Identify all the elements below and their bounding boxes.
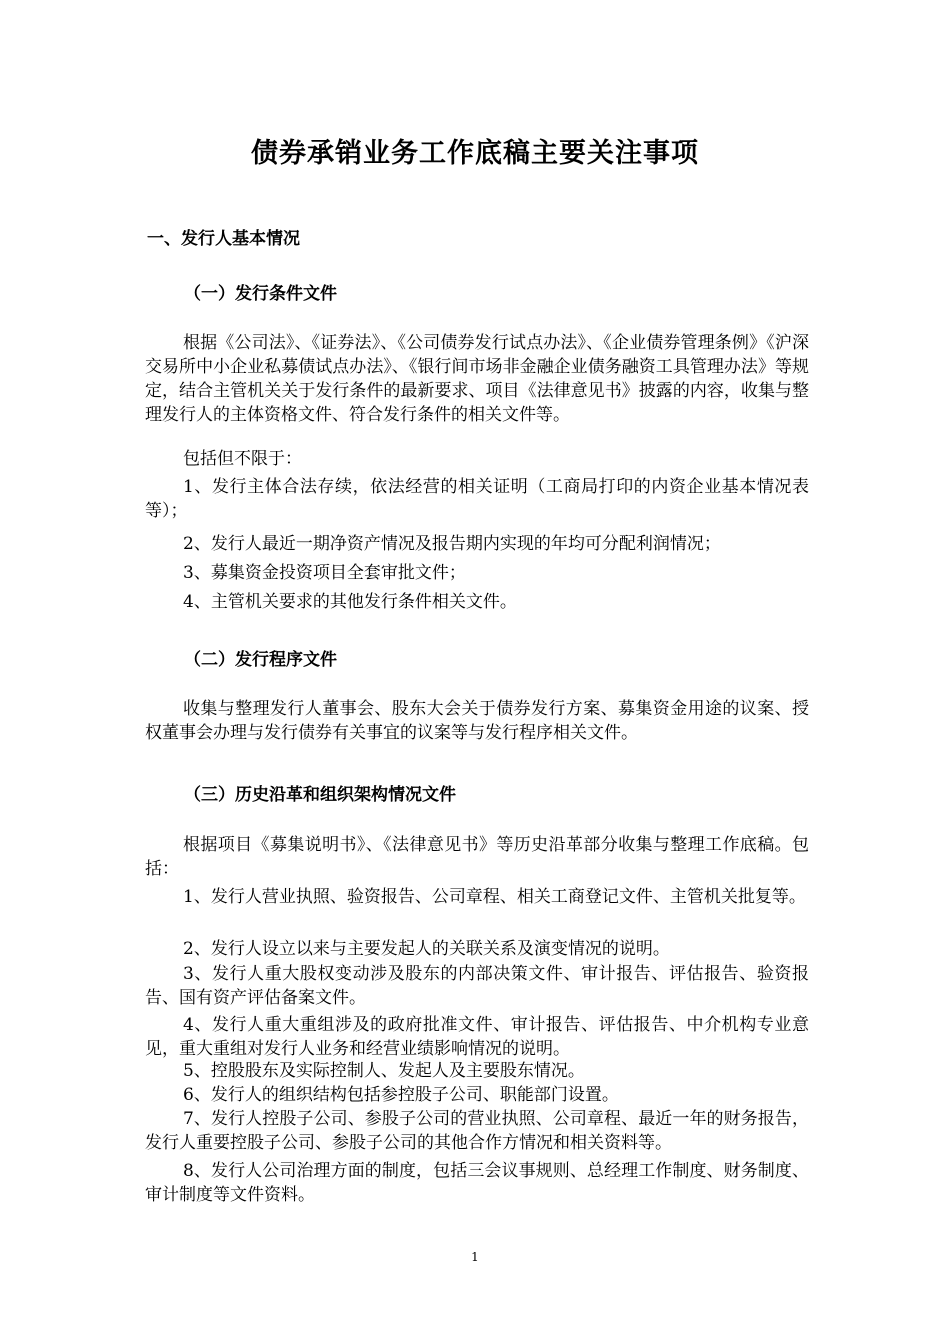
subsection-heading-issuance-conditions: （一）发行条件文件	[184, 284, 337, 304]
paragraph: 包括但不限于：	[183, 449, 302, 469]
paragraph: 根据项目《募集说明书》、《法律意见书》等历史沿革部分收集与整理工作底稿。包括：	[145, 835, 809, 879]
list-item: 4、发行人重大重组涉及的政府批准文件、审计报告、评估报告、中介机构专业意见，重大重组对发行人业务和经营业绩影响情况的说明。	[145, 1015, 809, 1059]
section-heading-issuer-basics: 一、发行人基本情况	[147, 229, 300, 249]
list-item: 2、发行人设立以来与主要发起人的关联关系及演变情况的说明。	[183, 939, 670, 959]
page-number: 1	[471, 1250, 479, 1264]
list-item: 7、发行人控股子公司、参股子公司的营业执照、公司章程、最近一年的财务报告，发行人重要控股子公司、参股子公司的其他合作方情况和相关资料等。	[145, 1109, 809, 1153]
list-item: 4、主管机关要求的其他发行条件相关文件。	[183, 592, 517, 612]
document-title: 债券承销业务工作底稿主要关注事项	[251, 138, 699, 169]
paragraph: 收集与整理发行人董事会、股东大会关于债券发行方案、募集资金用途的议案、授权董事会办理与发行债券有关事宜的议案等与发行程序相关文件。	[145, 699, 809, 743]
list-item: 1、发行主体合法存续，依法经营的相关证明（工商局打印的内资企业基本情况表等）；	[145, 477, 809, 521]
list-item: 8、发行人公司治理方面的制度，包括三会议事规则、总经理工作制度、财务制度、审计制度等文件资料。	[145, 1161, 809, 1205]
list-item: 2、发行人最近一期净资产情况及报告期内实现的年均可分配利润情况；	[183, 534, 721, 554]
paragraph: 根据《公司法》、《证券法》、《公司债券发行试点办法》、《企业债券管理条例》《沪深交易所中小企业私募债试点办法》、《银行间市场非金融企业债务融资工具管理办法》等规定，结合主管机关关于发行条件的最新要求、项目《法律意见书》披露的内容，收集与整理发行人的主体资格文件、符合发行条件的相关文件等。	[145, 333, 809, 425]
subsection-heading-history-organization: （三）历史沿革和组织架构情况文件	[184, 785, 456, 805]
list-item: 5、控股股东及实际控制人、发起人及主要股东情况。	[183, 1061, 585, 1081]
list-item: 3、募集资金投资项目全套审批文件；	[183, 563, 466, 583]
subsection-heading-issuance-procedure: （二）发行程序文件	[184, 650, 337, 670]
list-item: 3、发行人重大股权变动涉及股东的内部决策文件、审计报告、评估报告、验资报告、国有资产评估备案文件。	[145, 964, 809, 1008]
list-item: 6、发行人的组织结构包括参控股子公司、职能部门设置。	[183, 1085, 619, 1105]
list-item: 1、发行人营业执照、验资报告、公司章程、相关工商登记文件、主管机关批复等。	[183, 887, 806, 907]
